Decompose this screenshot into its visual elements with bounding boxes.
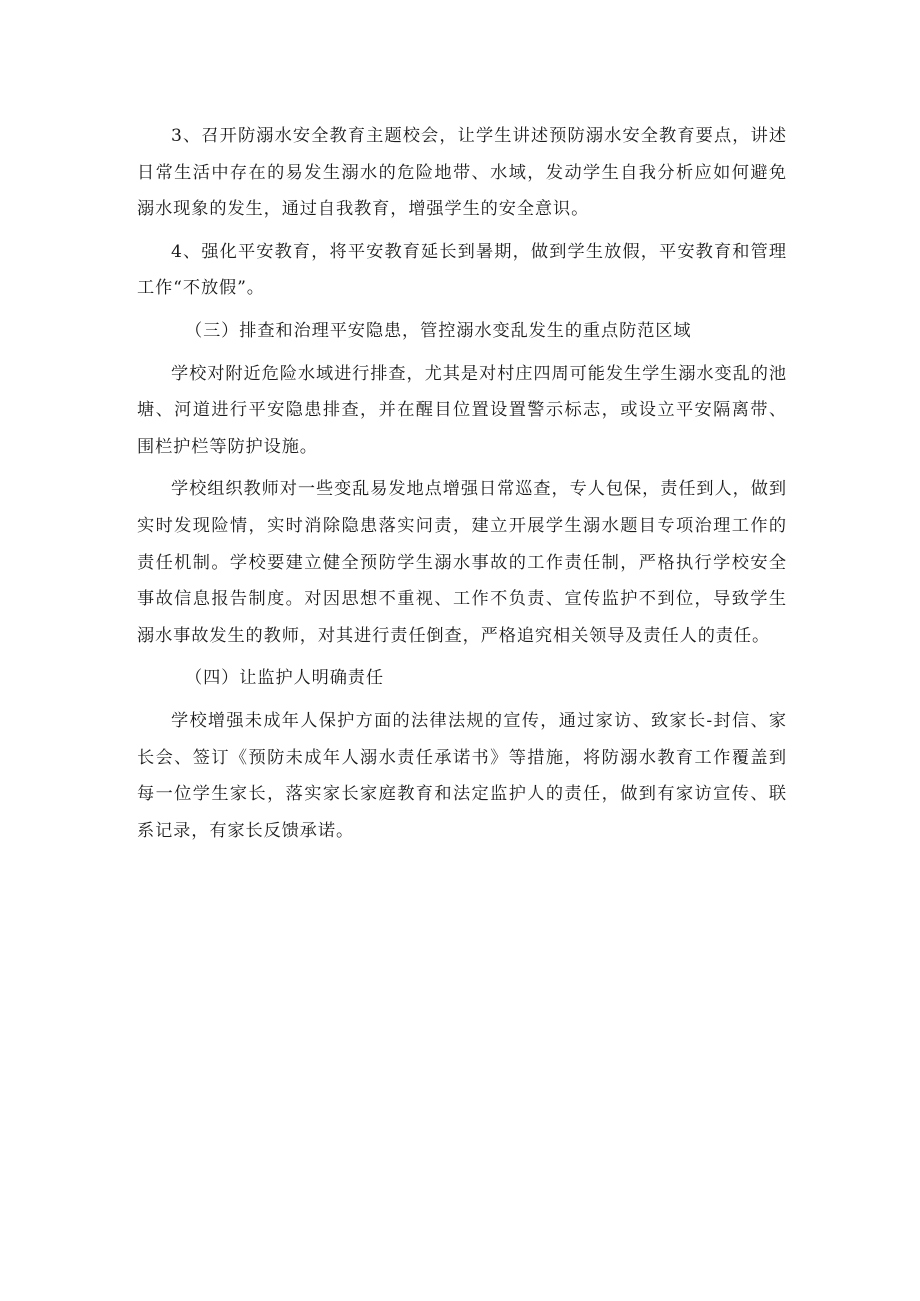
paragraph-item-3: 3、召开防溺水安全教育主题校会，让学生讲述预防溺水安全教育要点，讲述日常生活中存在的易发生溺水的危险地带、水域，发动学生自我分析应如何避免溺水现象的发生，通过自我教育，增强学生的安全意识。 <box>137 126 787 220</box>
section-heading-3: （三）排查和治理平安隐患，管控溺水变乱发生的重点防范区域 <box>185 320 692 341</box>
paragraph-hazard-inspection: 学校对附近危险水域进行排查，尤其是对村庄四周可能发生学生溺水变乱的池塘、河道进行平安隐患排查，并在醒目位置设置警示标志，或设立平安隔离带、围栏护栏等防护设施。 <box>137 363 787 457</box>
paragraph-guardian-responsibility: 学校增强未成年人保护方面的法律法规的宣传，通过家访、致家长-封信、家长会、签订《预防未成年人溺水责任承诺书》等措施，将防溺水教育工作覆盖到每一位学生家长，落实家长家庭教育和法定监护人的责任，做到有家访宣传、联系记录，有家长反馈承诺。 <box>137 710 787 841</box>
document-body <box>137 118 787 855</box>
section-heading-4: （四）让监护人明确责任 <box>185 668 384 689</box>
paragraph-teacher-patrol: 学校组织教师对一些变乱易发地点增强日常巡查，专人包保，责任到人，做到实时发现险情，实时消除隐患落实问责，建立开展学生溺水题目专项治理工作的责任机制。学校要建立健全预防学生溺水事故的工作责任制，严格执行学校安全事故信息报告制度。对因思想不重视、工作不负责、宣传监护不到位，导致学生溺水事故发生的教师，对其进行责任倒查，严格追究相关领导及责任人的责任。 <box>137 479 787 646</box>
paragraph-item-4: 4、强化平安教育，将平安教育延长到暑期，做到学生放假，平安教育和管理工作“不放假”。 <box>137 241 787 299</box>
